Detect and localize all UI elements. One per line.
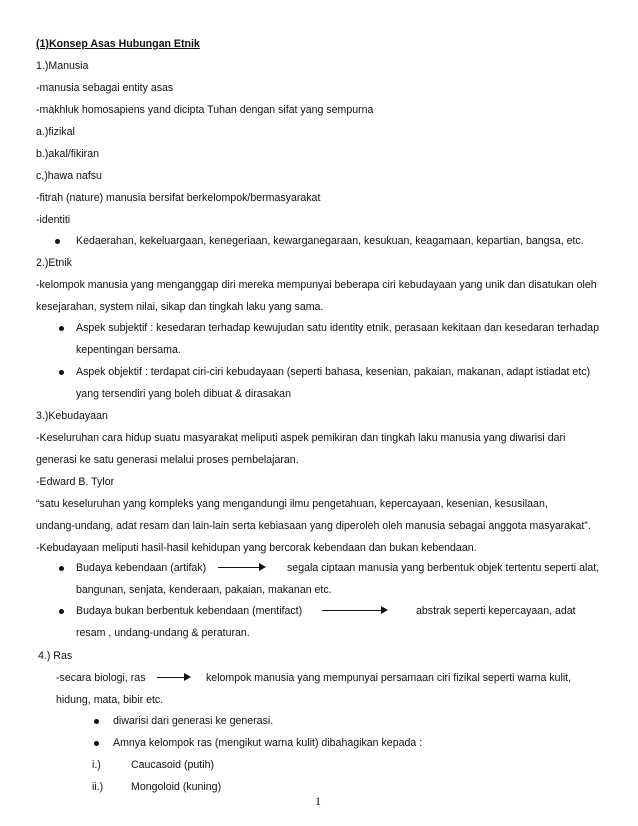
bullet-icon (59, 370, 64, 375)
arrow-right-icon (322, 606, 388, 614)
text-line: -makhluk homosapiens yand dicipta Tuhan dengan sifat yang sempurna (36, 104, 374, 116)
text-line: generasi ke satu generasi melalui proses pembelajaran. (36, 454, 299, 466)
text-line: hidung, mata, bibir etc. (56, 694, 164, 706)
bullet-icon (59, 326, 64, 331)
list-number: i.) (92, 759, 101, 771)
bullet-text-continued: kepentingan bersama. (76, 344, 181, 356)
text-line: kesejarahan, system nilai, sikap dan tingkah laku yang sama. (36, 301, 324, 313)
arrow-right-icon (218, 563, 266, 571)
bullet-icon (59, 566, 64, 571)
heading-etnik: 2.)Etnik (36, 257, 72, 269)
bullet-icon (59, 609, 64, 614)
bullet-text-continued: yang tersendiri yang boleh dibuat & dirasakan (76, 388, 291, 400)
bullet-text: Aspek objektif : terdapat ciri-ciri kebudayaan (seperti bahasa, kesenian, pakaian, makanan, adapt istiadat etc) (76, 366, 591, 378)
bullet-text-continued: resam , undang-undang & peraturan. (76, 627, 250, 639)
text-line: -Keseluruhan cara hidup suatu masyarakat meliputi aspek pemikiran dan tingkah laku manusia yang diwarisi dari (36, 432, 566, 444)
section-title: (1)Konsep Asas Hubungan Etnik (36, 38, 200, 50)
arrow-right-icon (157, 673, 191, 681)
text-line: c,)hawa nafsu (36, 170, 102, 182)
bullet-text: Budaya bukan berbentuk kebendaan (mentifact) (76, 605, 303, 617)
bullet-text: Amnya kelompok ras (mengikut warna kulit) dibahagikan kepada : (113, 737, 423, 749)
heading-kebudayaan: 3.)Kebudayaan (36, 410, 108, 422)
bullet-text: Kedaerahan, kekeluargaan, kenegeriaan, kewarganegaraan, kesukuan, keagamaan, kepartian, bangsa, etc. (76, 235, 584, 247)
list-item: Mongoloid (kuning) (131, 781, 222, 793)
bullet-icon (94, 741, 99, 746)
text-line: kelompok manusia yang mempunyai persamaan ciri fizikal seperti warna kulit, (206, 672, 572, 684)
text-line: a.)fizikal (36, 126, 75, 138)
heading-ras: 4.) Ras (38, 650, 73, 662)
heading-manusia: 1.)Manusia (36, 60, 89, 72)
list-item: Caucasoid (putih) (131, 759, 215, 771)
text-line: -Edward B. Tylor (36, 476, 115, 488)
text-line: -manusia sebagai entity asas (36, 82, 174, 94)
bullet-text: diwarisi dari generasi ke generasi. (113, 715, 274, 727)
bullet-icon (94, 719, 99, 724)
bullet-text: Aspek subjektif : kesedaran terhadap kewujudan satu identity etnik, perasaan kekitaan dan kesedaran terhadap (76, 322, 599, 334)
bullet-text: Budaya kebendaan (artifak) (76, 562, 207, 574)
bullet-text-continued: bangunan, senjata, kenderaan, pakaian, makanan etc. (76, 584, 332, 596)
text-line: -secara biologi, ras (56, 672, 146, 684)
quote-line: undang-undang, adat resam dan lain-lain serta kebiasaan yang diperoleh oleh manusia sebagai anggota masyarakat”. (36, 520, 591, 532)
bullet-text: segala ciptaan manusia yang berbentuk objek tertentu seperti alat, (287, 562, 600, 574)
text-line: -kelompok manusia yang menganggap diri mereka mempunyai beberapa ciri kebudayaan yang unik dan disatukan oleh (36, 279, 597, 291)
quote-line: “satu keseluruhan yang kompleks yang mengandungi ilmu pengetahuan, kepercayaan, kesenian, kesusilaan, (36, 498, 548, 510)
page-number: 1 (315, 794, 321, 808)
bullet-icon (55, 239, 60, 244)
bullet-text: abstrak seperti kepercayaan, adat (416, 605, 576, 617)
list-number: ii.) (92, 781, 104, 793)
text-line: b.)akal/fikiran (36, 148, 99, 160)
text-line: -fitrah (nature) manusia bersifat berkelompok/bermasyarakat (36, 192, 321, 204)
text-line: -identiti (36, 214, 71, 226)
text-line: -Kebudayaan meliputi hasil-hasil kehidupan yang bercorak kebendaan dan bukan kebendaan. (36, 542, 477, 554)
